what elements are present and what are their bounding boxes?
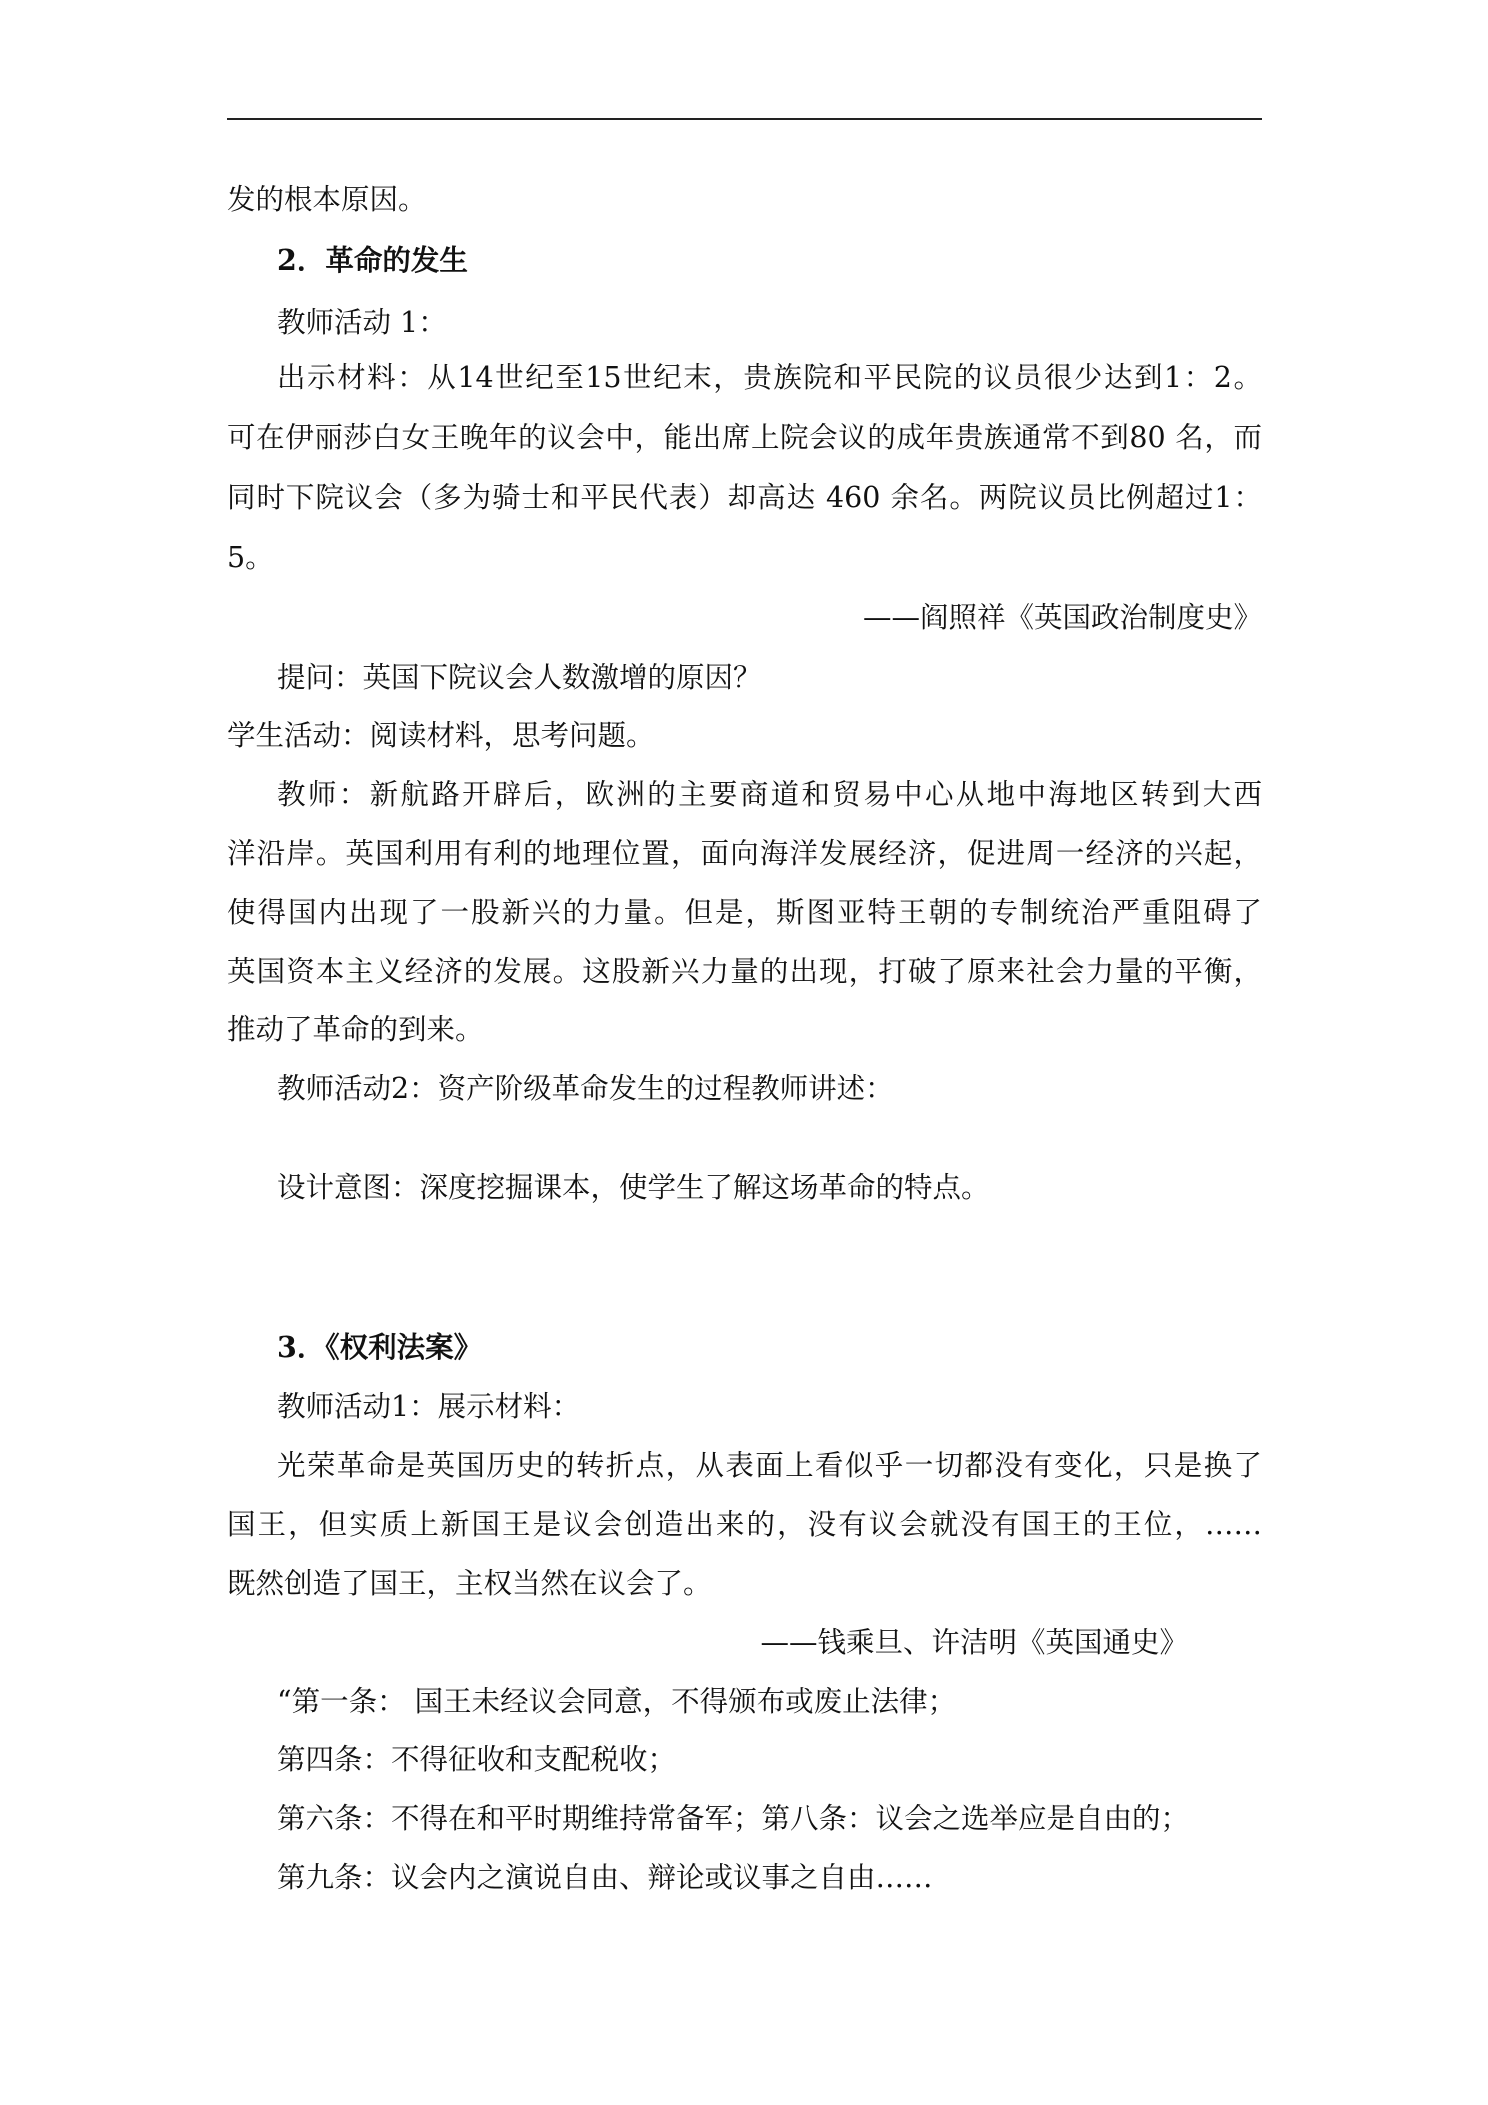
- material-line: 国王，但实质上新国王是议会创造出来的，没有议会就没有国王的王位，……: [227, 1508, 1262, 1541]
- question-line: 提问：英国下院议会人数激增的原因？: [277, 661, 762, 694]
- teacher-explanation-line: 英国资本主义经济的发展。这股新兴力量的出现，打破了原来社会力量的平衡，: [227, 955, 1262, 988]
- paragraph-continuation: 发的根本原因。: [227, 183, 427, 216]
- material-line: 出示材料：从14世纪至15世纪末，贵族院和平民院的议员很少达到1：2。: [277, 361, 1262, 394]
- design-intent-line: 设计意图：深度挖掘课本，使学生了解这场革命的特点。: [277, 1171, 990, 1204]
- teacher-activity-label: 教师活动1：展示材料：: [277, 1390, 581, 1423]
- section-heading-revolution: 2．革命的发生: [277, 243, 468, 277]
- section-heading-bill-of-rights: 3．《权利法案》: [277, 1330, 483, 1364]
- citation: ——阎照祥《英国政治制度史》: [862, 601, 1262, 634]
- article-line: 第九条：议会内之演说自由、辩论或议事之自由……: [277, 1861, 933, 1894]
- teacher-explanation-line: 洋沿岸。英国利用有利的地理位置，面向海洋发展经济，促进周一经济的兴起，: [227, 837, 1262, 870]
- teacher-explanation-line: 教师：新航路开辟后，欧洲的主要商道和贸易中心从地中海地区转到大西: [277, 778, 1262, 811]
- header-rule: [227, 118, 1262, 120]
- article-line: “第一条： 国王未经议会同意，不得颁布或废止法律；: [277, 1685, 957, 1718]
- student-activity-line: 学生活动：阅读材料，思考问题。: [227, 719, 655, 752]
- article-line: 第六条：不得在和平时期维持常备军；第八条：议会之选举应是自由的；: [277, 1802, 1190, 1835]
- material-line: 同时下院议会（多为骑士和平民代表）却高达 460 余名。两院议员比例超过1：: [227, 481, 1262, 514]
- teacher-activity-label: 教师活动 1：: [277, 306, 447, 339]
- citation: ——钱乘旦、许洁明《英国通史》: [760, 1626, 1188, 1659]
- material-line: 光荣革命是英国历史的转折点，从表面上看似乎一切都没有变化，只是换了: [277, 1449, 1262, 1482]
- teacher-explanation-line: 推动了革命的到来。: [227, 1013, 484, 1046]
- teacher-explanation-line: 使得国内出现了一股新兴的力量。但是，斯图亚特王朝的专制统治严重阻碍了: [227, 896, 1262, 929]
- article-line: 第四条：不得征收和支配税收；: [277, 1743, 677, 1776]
- material-line: 可在伊丽莎白女王晚年的议会中，能出席上院会议的成年贵族通常不到80 名，而: [227, 421, 1262, 454]
- material-line: 既然创造了国王，主权当然在议会了。: [227, 1567, 712, 1600]
- teacher-activity-2-line: 教师活动2：资产阶级革命发生的过程教师讲述：: [277, 1072, 894, 1105]
- material-line: 5。: [227, 541, 274, 574]
